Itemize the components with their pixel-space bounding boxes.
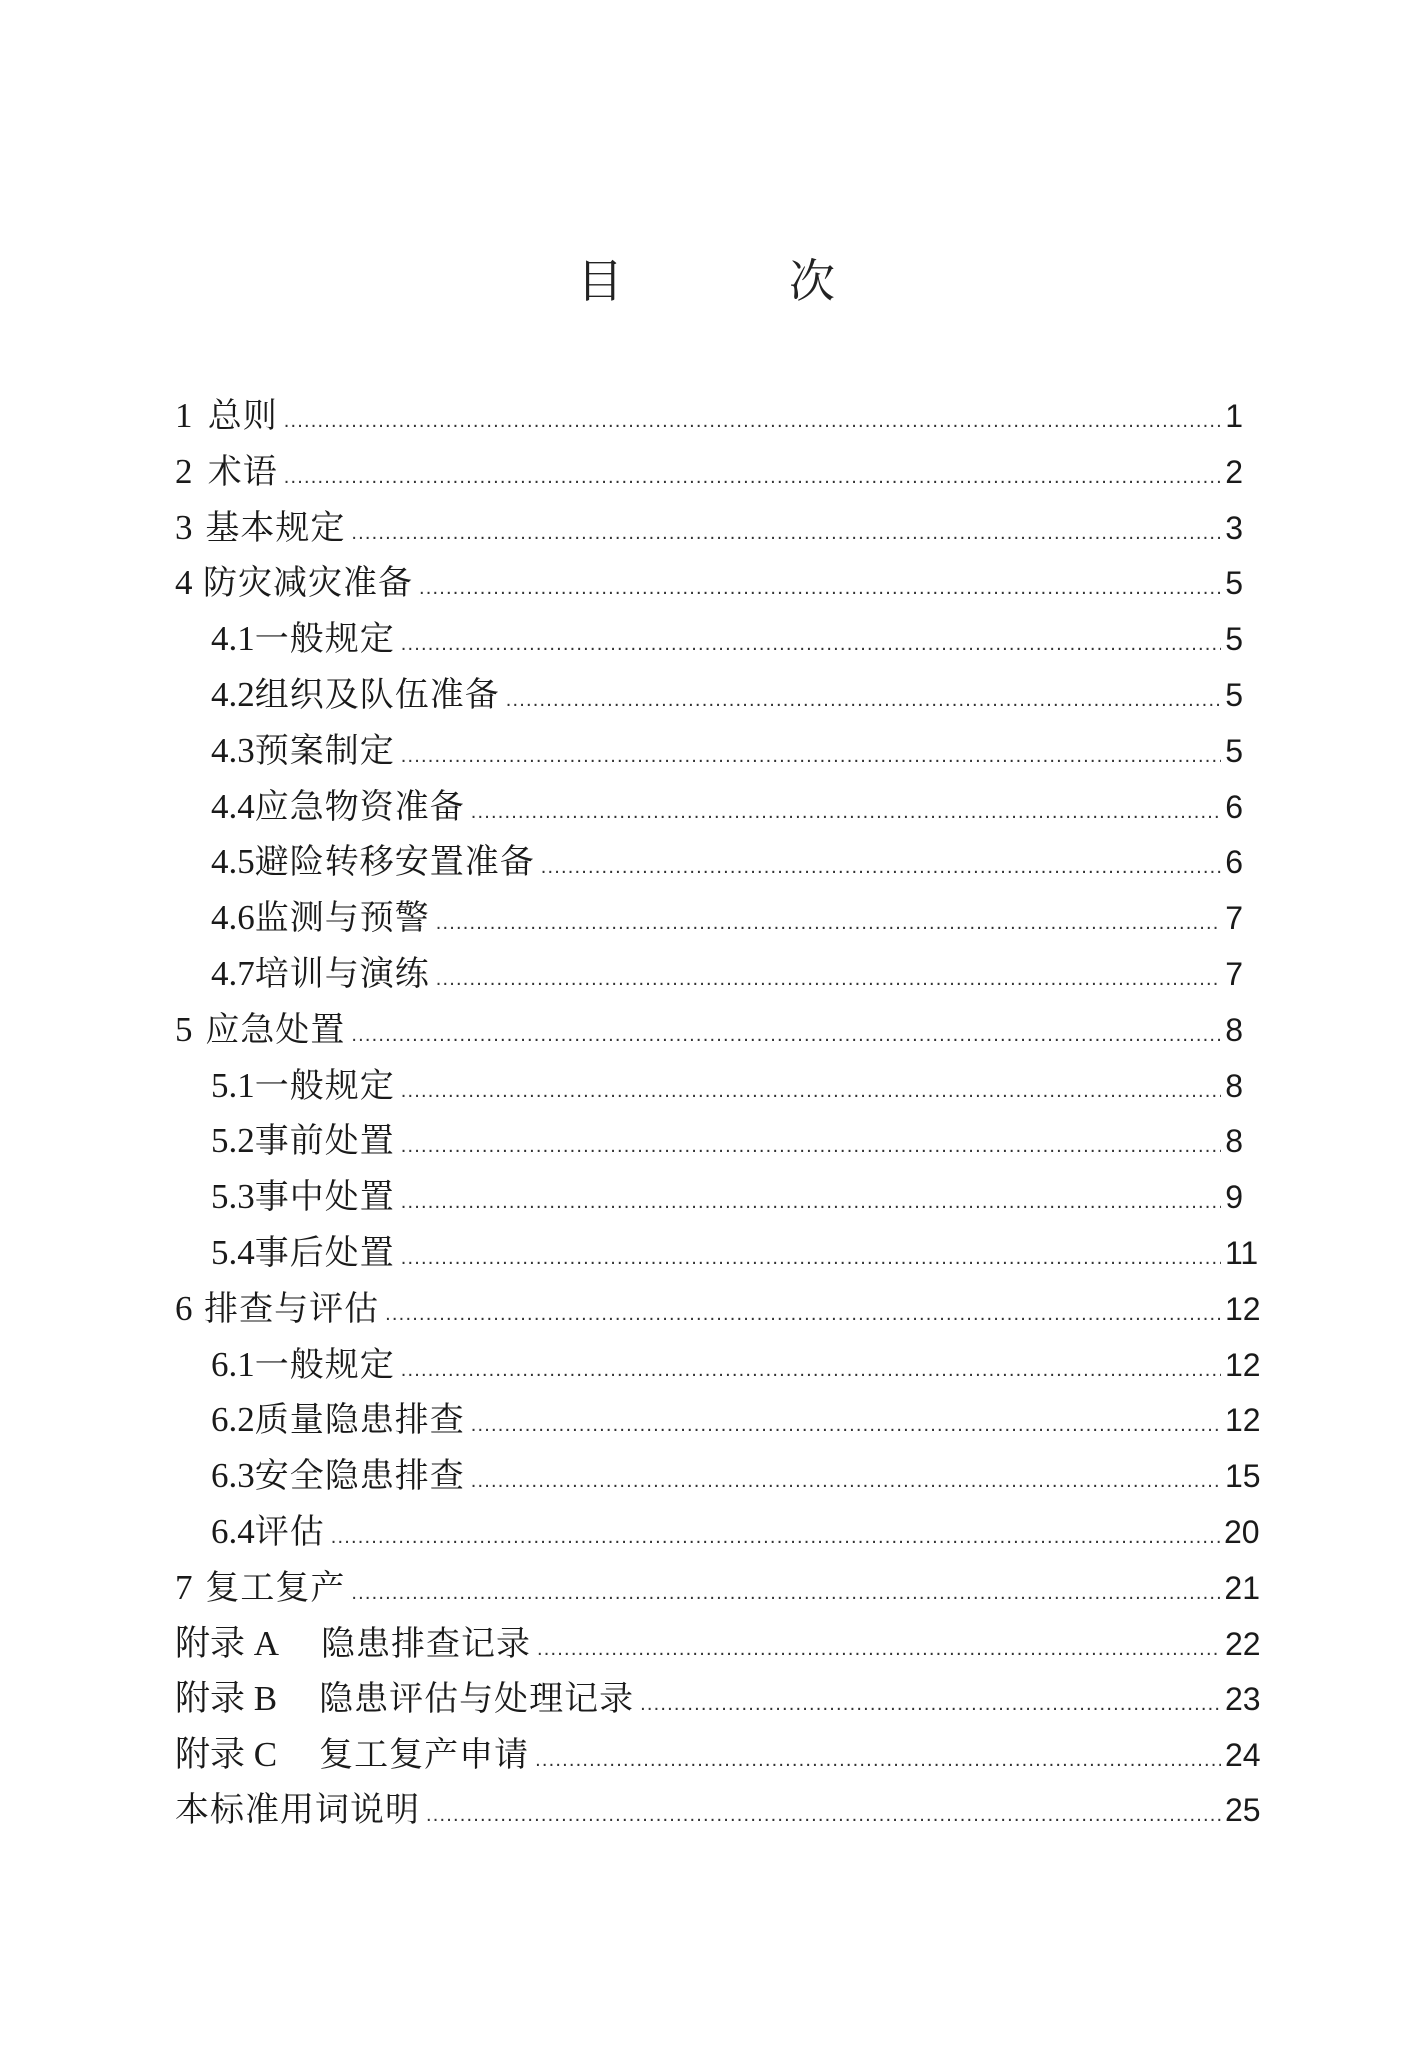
- toc-entry[interactable]: [175, 1448, 1261, 1504]
- toc-entry-page: 1: [1225, 398, 1243, 434]
- toc-dot-leader: [471, 1398, 1221, 1454]
- toc-entry-number: 7: [175, 1567, 193, 1607]
- toc-dot-leader: [351, 1566, 1220, 1622]
- toc-entry-number: 6.1: [211, 1344, 255, 1384]
- toc-entry-number: 4.1: [211, 619, 255, 659]
- toc-entry-number: 附录 C: [175, 1735, 278, 1775]
- toc-entry-label: 监测与预警: [254, 898, 430, 939]
- toc-entry[interactable]: [175, 388, 1243, 444]
- toc-entry-label: 一般规定: [254, 1344, 395, 1385]
- toc-entry-page: 12: [1225, 1402, 1261, 1439]
- toc-entry-page: 12: [1225, 1290, 1261, 1327]
- toc-entry-number: 附录 A: [175, 1623, 280, 1663]
- toc-entry-label: 总则: [207, 396, 278, 436]
- toc-dot-leader: [401, 1231, 1221, 1287]
- toc-entry[interactable]: [175, 555, 1243, 611]
- toc-entry-page: 23: [1225, 1681, 1261, 1718]
- toc-entry-number: 6.2: [211, 1400, 255, 1440]
- toc-dot-leader: [537, 1622, 1221, 1678]
- toc-entry-label: 隐患排查记录: [321, 1623, 532, 1664]
- toc-entry-page: 8: [1225, 1011, 1243, 1048]
- toc-entry-number: 5.1: [211, 1065, 255, 1105]
- toc-entry-page: 9: [1225, 1179, 1243, 1216]
- toc-entry-page: 22: [1225, 1625, 1261, 1662]
- toc-entry-page: 12: [1225, 1346, 1261, 1383]
- toc-entry[interactable]: [175, 1002, 1243, 1058]
- toc-dot-leader: [640, 1677, 1221, 1733]
- toc-entry-label: 评估: [254, 1511, 325, 1552]
- toc-entry-number: 6.4: [211, 1511, 255, 1551]
- toc-entry-number: 4.2: [211, 674, 255, 714]
- toc-entry-page: 8: [1225, 1123, 1243, 1160]
- toc-entry-label: 避险转移安置准备: [254, 842, 535, 883]
- toc-entry-label: 应急物资准备: [254, 786, 465, 827]
- toc-entry-page: 11: [1225, 1234, 1259, 1271]
- toc-entry-page: 5: [1225, 732, 1243, 769]
- toc-entry[interactable]: [175, 1225, 1259, 1281]
- toc-entry-label: 基本规定: [205, 507, 346, 548]
- toc-dot-leader: [385, 1287, 1221, 1343]
- toc-dot-leader: [426, 1788, 1221, 1844]
- toc-dot-leader: [401, 729, 1221, 785]
- toc-dot-leader: [535, 1733, 1221, 1789]
- toc-entry-number: 6.3: [211, 1456, 255, 1496]
- toc-dot-leader: [401, 617, 1221, 673]
- toc-entry[interactable]: [175, 1058, 1243, 1114]
- toc-entry-number: 2: [175, 451, 193, 491]
- toc-entry-label: 预案制定: [254, 730, 395, 771]
- toc-entry-number: 3: [175, 507, 193, 547]
- toc-dot-leader: [351, 506, 1221, 562]
- toc-entry-label: 隐患评估与处理记录: [319, 1679, 635, 1720]
- toc-dot-leader: [401, 1119, 1221, 1175]
- toc-entry[interactable]: [175, 1281, 1261, 1337]
- toc-entry-page: 7: [1225, 900, 1243, 937]
- toc-dot-leader: [471, 1454, 1221, 1510]
- toc-entry-label: 事前处置: [254, 1121, 395, 1162]
- toc-entry[interactable]: [175, 611, 1243, 667]
- toc-title: 目 次: [577, 254, 895, 308]
- toc-entry-label: 一般规定: [254, 619, 395, 660]
- toc-entry[interactable]: [175, 1392, 1261, 1448]
- toc-entry-number: 4.7: [211, 953, 255, 993]
- toc-dot-leader: [401, 1175, 1221, 1231]
- toc-entry[interactable]: [175, 946, 1243, 1002]
- toc-entry-label: 复工复产: [205, 1567, 346, 1608]
- toc-entry-number: 4.3: [211, 730, 255, 770]
- toc-entry[interactable]: [175, 890, 1243, 946]
- toc-entry-page: 6: [1225, 788, 1243, 825]
- toc-entry[interactable]: [175, 1113, 1243, 1169]
- toc-entry[interactable]: [175, 1169, 1243, 1225]
- toc-dot-leader: [436, 896, 1221, 952]
- toc-entry[interactable]: [175, 1337, 1261, 1393]
- toc-entry[interactable]: [175, 1616, 1261, 1672]
- toc-entry[interactable]: [175, 667, 1243, 723]
- toc-entry-number: 5.3: [211, 1177, 255, 1217]
- toc-entry-label: 组织及队伍准备: [254, 674, 500, 715]
- toc-entry-page: 5: [1225, 676, 1243, 713]
- toc-entry-number: 6: [175, 1288, 193, 1328]
- toc-entry-label: 安全隐患排查: [254, 1456, 465, 1497]
- toc-entry-label: 本标准用词说明: [175, 1789, 420, 1830]
- toc-entry-page: 15: [1225, 1458, 1261, 1495]
- toc-entry-label: 培训与演练: [254, 953, 430, 994]
- toc-entry-page: 20: [1223, 1513, 1260, 1550]
- toc-entry-label: 一般规定: [254, 1065, 395, 1106]
- toc-entry[interactable]: [175, 834, 1243, 890]
- toc-entry-page: 21: [1224, 1569, 1260, 1606]
- toc-entry[interactable]: [175, 779, 1243, 835]
- toc-entry[interactable]: [175, 500, 1243, 556]
- toc-entry-number: 附录 B: [175, 1679, 278, 1719]
- toc-dot-leader: [436, 952, 1221, 1008]
- toc-entry-number: 4.4: [211, 786, 255, 826]
- toc-dot-leader: [351, 1008, 1221, 1064]
- toc-dot-leader: [284, 394, 1221, 450]
- toc-dot-leader: [419, 561, 1221, 617]
- table-of-contents: [175, 388, 1261, 1839]
- toc-entry-page: 3: [1225, 509, 1243, 546]
- toc-entry-page: 8: [1225, 1067, 1243, 1104]
- toc-dot-leader: [541, 840, 1221, 896]
- toc-entry-page: 7: [1225, 955, 1243, 992]
- toc-dot-leader: [401, 1064, 1221, 1120]
- toc-entry-label: 术语: [207, 451, 278, 492]
- toc-entry-number: 4.6: [211, 898, 255, 938]
- toc-entry[interactable]: [175, 1727, 1261, 1783]
- toc-entry-number: 4.5: [211, 842, 255, 882]
- toc-entry-number: 1: [175, 396, 193, 435]
- toc-entry-number: 5: [175, 1009, 193, 1049]
- toc-dot-leader: [506, 673, 1221, 729]
- toc-entry-page: 5: [1225, 565, 1243, 602]
- toc-entry[interactable]: [175, 1504, 1260, 1560]
- toc-entry-number: 5.2: [211, 1121, 255, 1161]
- toc-entry[interactable]: [175, 1560, 1260, 1616]
- toc-entry-number: 5.4: [211, 1232, 255, 1272]
- toc-entry-label: 事中处置: [254, 1177, 395, 1218]
- toc-entry[interactable]: [175, 1783, 1261, 1839]
- toc-dot-leader: [471, 785, 1221, 841]
- toc-entry-page: 6: [1225, 844, 1243, 881]
- toc-entry-label: 应急处置: [205, 1009, 346, 1050]
- toc-entry-label: 复工复产申请: [319, 1735, 530, 1776]
- toc-entry-page: 5: [1225, 621, 1243, 658]
- toc-entry-label: 排查与评估: [204, 1288, 380, 1329]
- toc-dot-leader: [401, 1343, 1221, 1399]
- toc-entry[interactable]: [175, 1671, 1261, 1727]
- toc-entry-label: 质量隐患排查: [254, 1400, 465, 1441]
- toc-entry-page: 24: [1225, 1737, 1261, 1774]
- toc-entry-page: 2: [1225, 453, 1243, 490]
- toc-dot-leader: [331, 1510, 1220, 1566]
- toc-dot-leader: [284, 450, 1221, 506]
- toc-entry-page: 25: [1225, 1791, 1261, 1828]
- toc-entry[interactable]: [175, 444, 1243, 500]
- toc-entry-number: 4: [175, 563, 193, 603]
- toc-entry-label: 事后处置: [254, 1232, 395, 1273]
- toc-entry[interactable]: [175, 723, 1243, 779]
- toc-entry-label: 防灾减灾准备: [202, 563, 413, 604]
